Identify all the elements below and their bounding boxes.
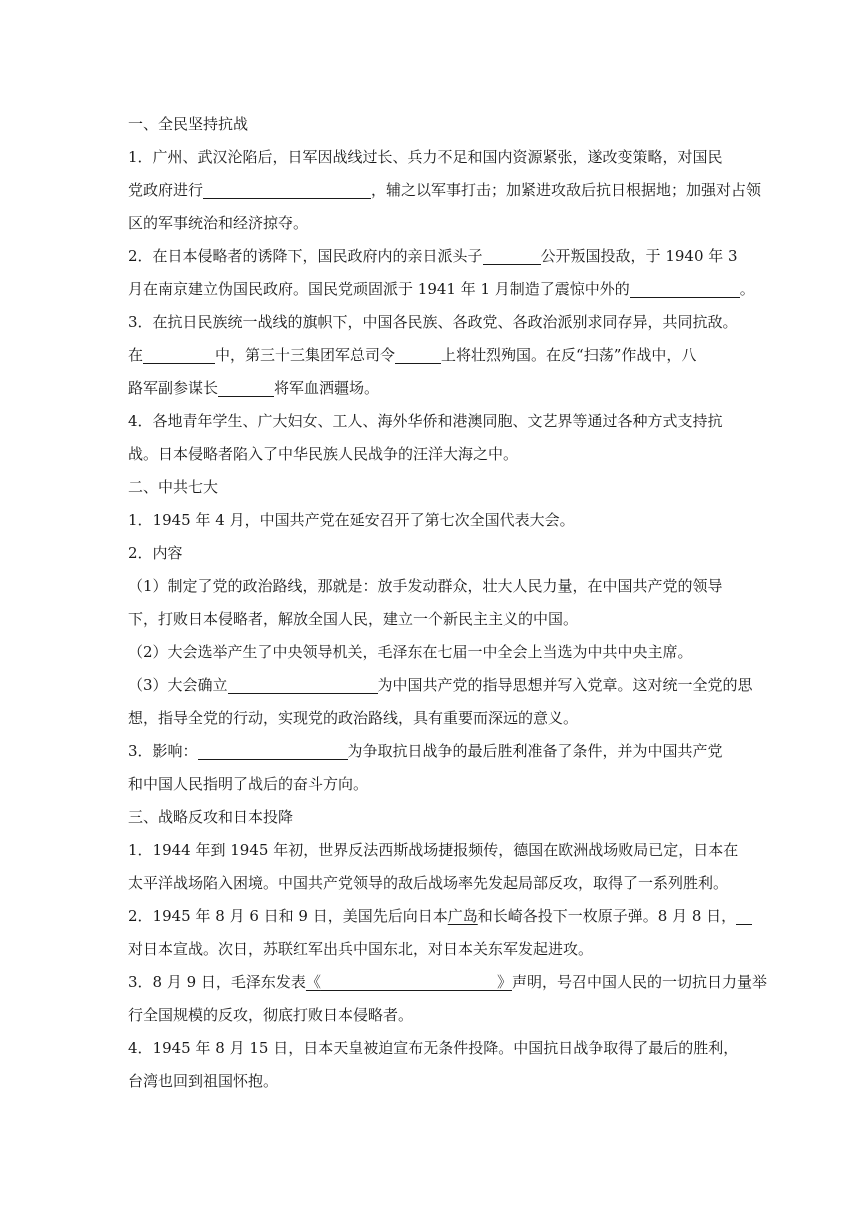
paragraph-line: 月在南京建立伪国民政府。国民党顽固派于 1941 年 1 月制造了震惊中外的 。 [128, 280, 755, 298]
paragraph-line: 1．1945 年 4 月，中国共产党在延安召开了第七次全国代表大会。 [128, 511, 575, 529]
paragraph-line: 区的军事统治和经济掠夺。 [128, 214, 309, 232]
paragraph-line: （2）大会选举产生了中央领导机关，毛泽东在七届一中全会上当选为中共中央主席。 [128, 643, 693, 661]
paragraph-line: 台湾也回到祖国怀抱。 [128, 1072, 279, 1090]
paragraph-line: （3）大会确立 为中国共产党的指导思想并写入党章。这对统一全党的思 [128, 676, 753, 694]
paragraph-line: （1）制定了党的政治路线，那就是：放手发动群众，壮大人民力量，在中国共产党的领导 [128, 577, 723, 595]
answer-blank [736, 906, 752, 925]
paragraph-line: 下，打败日本侵略者，解放全国人民，建立一个新民主主义的中国。 [128, 610, 579, 628]
section-heading: 二、中共七大 [128, 478, 219, 496]
paragraph-line: 和中国人民指明了战后的奋斗方向。 [128, 775, 369, 793]
paragraph-line: 想，指导全党的行动，实现党的政治路线，具有重要而深远的意义。 [128, 709, 579, 727]
answer-blank [321, 972, 497, 991]
answer-blank [203, 180, 371, 199]
paragraph-line: 4．1945 年 8 月 15 日，日本天皇被迫宣布无条件投降。中国抗日战争取得了最后的胜利， [128, 1039, 739, 1057]
answer-blank [630, 279, 740, 298]
answer-blank [218, 378, 274, 397]
paragraph-line: 2．在日本侵略者的诱降下，国民政府内的亲日派头子 公开叛国投敌，于 1940 年 3 [128, 247, 738, 265]
paragraph-line: 路军副参谋长 将军血洒疆场。 [128, 379, 380, 397]
section-heading: 一、全民坚持抗战 [128, 115, 249, 133]
paragraph-line: 3．在抗日民族统一战线的旗帜下，中国各民族、各政党、各政治派别求同存异，共同抗敌。 [128, 313, 738, 331]
paragraph-line: 党政府进行 ，辅之以军事打击；加紧进攻敌后抗日根据地；加强对占领 [128, 181, 762, 199]
paragraph-line: 2．内容 [128, 544, 183, 562]
underlined-text: 广岛 [447, 907, 478, 925]
paragraph-line: 在 中，第三十三集团军总司令 上将壮烈殉国。在反“扫荡”作战中，八 [128, 346, 697, 364]
paragraph-line: 3．8 月 9 日，毛泽东发表《 》声明，号召中国人民的一切抗日力量举 [128, 973, 767, 991]
answer-blank [395, 345, 441, 364]
paragraph-line: 1．1944 年到 1945 年初，世界反法西斯战场捷报频传，德国在欧洲战场败局已定，日本在 [128, 841, 739, 859]
paragraph-line: 4．各地青年学生、广大妇女、工人、海外华侨和港澳同胞、文艺界等通过各种方式支持抗 [128, 412, 723, 430]
underlined-text: 《 [305, 973, 321, 991]
paragraph-line: 2．1945 年 8 月 6 日和 9 日，美国先后向日本广岛和长崎各投下一枚原子弹。8 月 8 日， [128, 900, 732, 933]
paragraph-line: 太平洋战场陷入困境。中国共产党领导的敌后战场率先发起局部反攻，取得了一系列胜利。 [128, 874, 729, 892]
answer-blank [228, 675, 378, 694]
answer-blank [483, 246, 541, 265]
answer-blank [198, 741, 348, 760]
underlined-text: 》 [496, 973, 512, 991]
paragraph-line: 行全国规模的反攻，彻底打败日本侵略者。 [128, 1006, 414, 1024]
paragraph-line: 1．广州、武汉沦陷后，日军因战线过长、兵力不足和国内资源紧张，遂改变策略，对国民 [128, 148, 723, 166]
section-heading: 三、战略反攻和日本投降 [128, 808, 294, 826]
paragraph-line: 对日本宣战。次日，苏联红军出兵中国东北，对日本关东军发起进攻。 [128, 940, 594, 958]
paragraph-line: 战。日本侵略者陷入了中华民族人民战争的汪洋大海之中。 [128, 445, 519, 463]
answer-blank [143, 345, 215, 364]
paragraph-line: 3．影响： 为争取抗日战争的最后胜利准备了条件，并为中国共产党 [128, 742, 723, 760]
